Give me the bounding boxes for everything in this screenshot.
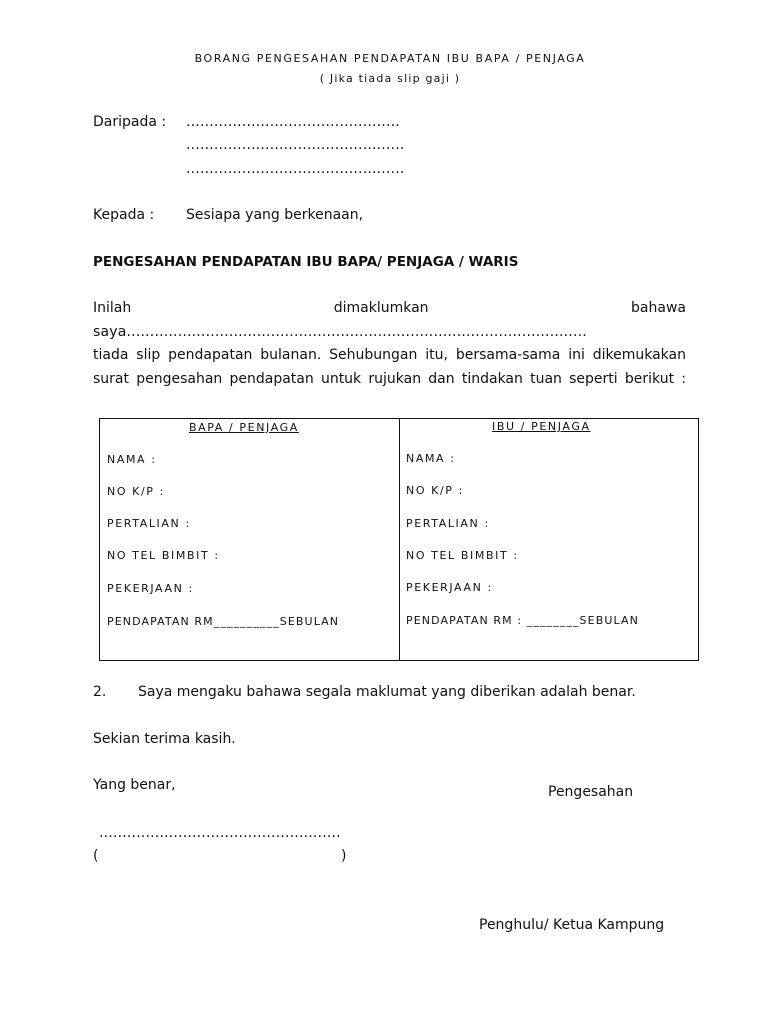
mother-relation-field: PERTALIAN : (406, 517, 490, 530)
mother-occupation-field: PEKERJAAN : (406, 581, 493, 594)
signature-line: .................................................... (99, 825, 341, 841)
signature-name-open: ( (93, 848, 99, 864)
mother-ic-field: NO K/P : (406, 484, 464, 497)
to-label: Kepada : (93, 207, 155, 223)
father-income-field: PENDAPATAN RM__________SEBULAN (107, 615, 340, 628)
father-column-header: BAPA / PENJAGA (189, 421, 299, 434)
closing-text: Sekian terima kasih. (93, 731, 236, 747)
from-line-1: .............................................. (186, 114, 400, 130)
from-line-3: ............................................... (186, 161, 405, 177)
table-divider (399, 419, 400, 660)
father-name-field: NAMA : (107, 453, 157, 466)
mother-column-header: IBU / PENJAGA (492, 420, 591, 433)
mother-phone-field: NO TEL BIMBIT : (406, 549, 519, 562)
mother-name-field: NAMA : (406, 452, 456, 465)
from-line-2: ............................................... (186, 137, 405, 153)
paragraph-line-1: Inilah dimaklumkan bahawa (93, 300, 686, 316)
father-relation-field: PERTALIAN : (107, 517, 191, 530)
paragraph-line-2: saya................................................................................................... (93, 324, 587, 340)
village-head-label: Penghulu/ Ketua Kampung (479, 917, 665, 933)
endorsement-label: Pengesahan (548, 784, 634, 800)
form-subtitle: ( Jika tiada slip gaji ) (319, 72, 461, 85)
section-heading: PENGESAHAN PENDAPATAN IBU BAPA/ PENJAGA / WARIS (93, 254, 519, 270)
form-title: BORANG PENGESAHAN PENDAPATAN IBU BAPA / PENJAGA (194, 52, 586, 65)
from-label: Daripada : (93, 114, 167, 130)
to-value: Sesiapa yang berkenaan, (186, 207, 364, 223)
mother-income-field: PENDAPATAN RM : ________SEBULAN (406, 614, 639, 627)
father-occupation-field: PEKERJAAN : (107, 582, 194, 595)
income-table (99, 418, 699, 661)
father-ic-field: NO K/P : (107, 485, 165, 498)
signoff-text: Yang benar, (93, 777, 176, 793)
signature-name-close: ) (341, 848, 347, 864)
paragraph-line-3: tiada slip pendapatan bulanan. Sehubungan itu, bersama-sama ini dikemukakan (93, 347, 686, 363)
father-phone-field: NO TEL BIMBIT : (107, 549, 220, 562)
declaration-text: Saya mengaku bahawa segala maklumat yang diberikan adalah benar. (138, 684, 636, 700)
declaration-number: 2. (93, 684, 107, 700)
paragraph-line-4: surat pengesahan pendapatan untuk rujukan dan tindakan tuan seperti berikut : (93, 371, 686, 387)
